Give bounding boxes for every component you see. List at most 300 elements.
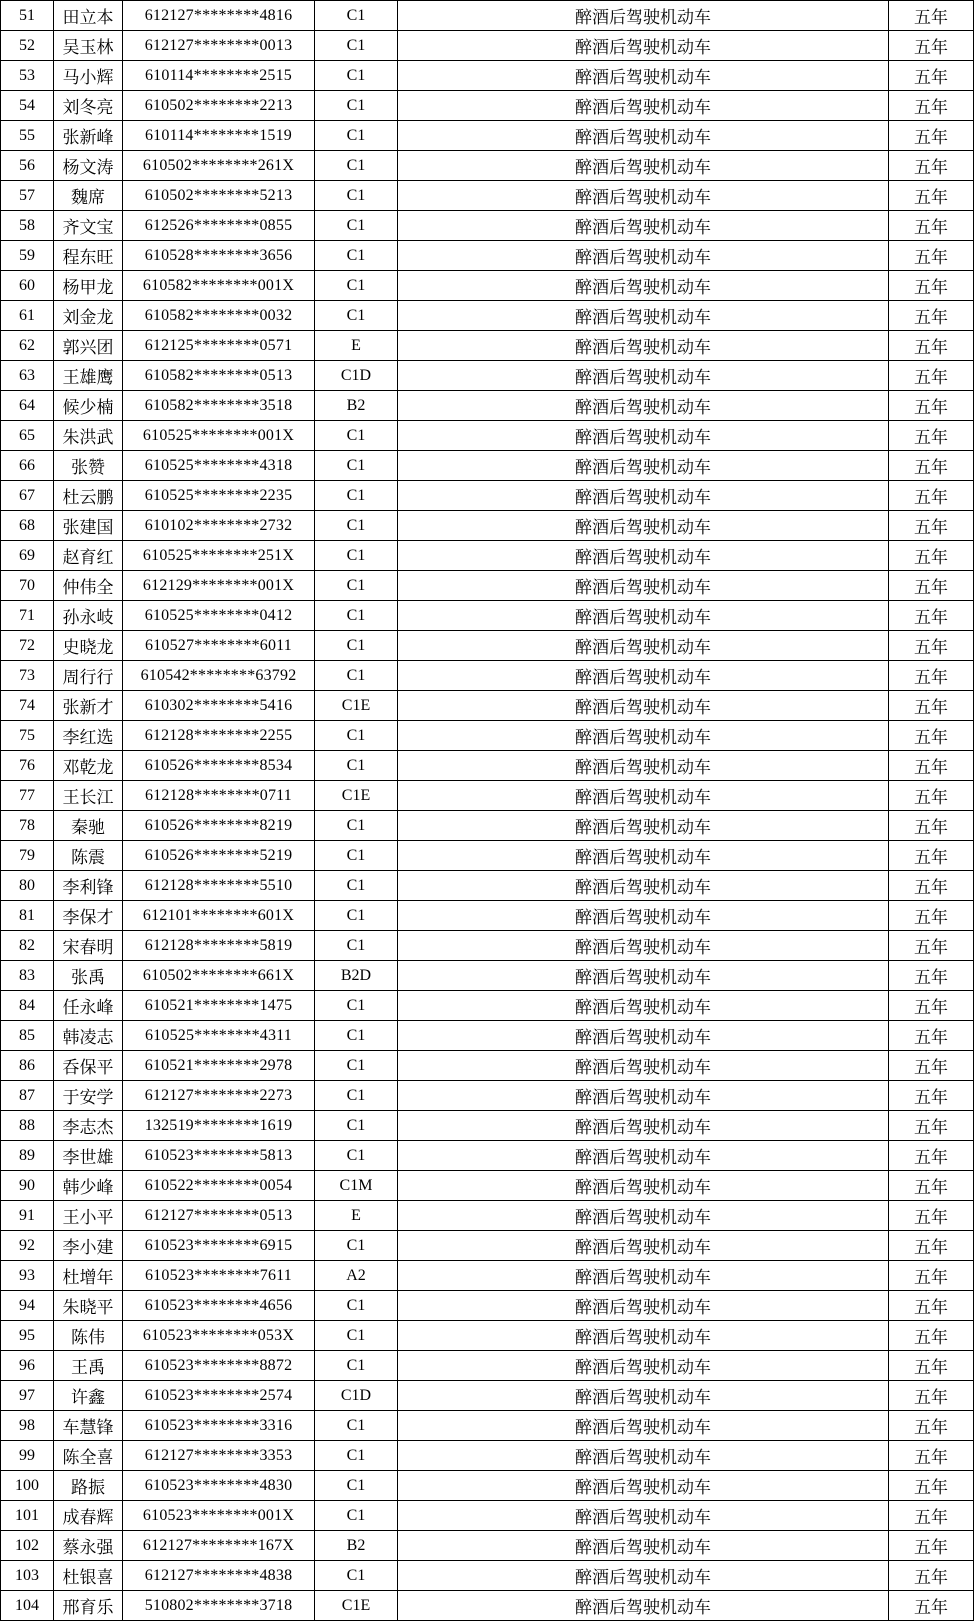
row-number-cell: 61 (1, 301, 54, 331)
person-name-cell: 朱洪武 (54, 421, 123, 451)
row-number-cell: 78 (1, 811, 54, 841)
license-class-cell: C1 (315, 1, 398, 31)
violation-reason-cell: 醉酒后驾驶机动车 (398, 1231, 889, 1261)
id-number-cell: 610526********8219 (123, 811, 315, 841)
license-class-cell: C1 (315, 1561, 398, 1591)
ban-term-cell: 五年 (889, 751, 974, 781)
table-row (1, 1201, 974, 1231)
table-row (1, 421, 974, 451)
license-class-cell: C1 (315, 481, 398, 511)
person-name-cell: 杨文涛 (54, 151, 123, 181)
table-row (1, 151, 974, 181)
person-name-cell: 田立本 (54, 1, 123, 31)
row-number-cell: 102 (1, 1531, 54, 1561)
row-number-cell: 66 (1, 451, 54, 481)
violation-reason-cell: 醉酒后驾驶机动车 (398, 1471, 889, 1501)
violation-reason-cell: 醉酒后驾驶机动车 (398, 1261, 889, 1291)
id-number-cell: 610542********63792 (123, 661, 315, 691)
row-number-cell: 80 (1, 871, 54, 901)
id-number-cell: 612127********4816 (123, 1, 315, 31)
id-number-cell: 610525********4311 (123, 1021, 315, 1051)
table-row (1, 361, 974, 391)
license-class-cell: C1 (315, 1291, 398, 1321)
table-row (1, 1081, 974, 1111)
violation-reason-cell: 醉酒后驾驶机动车 (398, 91, 889, 121)
row-number-cell: 84 (1, 991, 54, 1021)
violation-reason-cell: 醉酒后驾驶机动车 (398, 241, 889, 271)
person-name-cell: 齐文宝 (54, 211, 123, 241)
id-number-cell: 610521********2978 (123, 1051, 315, 1081)
ban-term-cell: 五年 (889, 511, 974, 541)
ban-term-cell: 五年 (889, 361, 974, 391)
violation-reason-cell: 醉酒后驾驶机动车 (398, 1171, 889, 1201)
violation-reason-cell: 醉酒后驾驶机动车 (398, 571, 889, 601)
violation-reason-cell: 醉酒后驾驶机动车 (398, 301, 889, 331)
row-number-cell: 77 (1, 781, 54, 811)
table-row (1, 61, 974, 91)
violation-reason-cell: 醉酒后驾驶机动车 (398, 1, 889, 31)
license-class-cell: C1 (315, 721, 398, 751)
ban-term-cell: 五年 (889, 1141, 974, 1171)
license-class-cell: E (315, 331, 398, 361)
person-name-cell: 魏席 (54, 181, 123, 211)
license-class-cell: E (315, 1201, 398, 1231)
license-class-cell: C1 (315, 1351, 398, 1381)
person-name-cell: 张新峰 (54, 121, 123, 151)
license-class-cell: C1 (315, 121, 398, 151)
violation-reason-cell: 醉酒后驾驶机动车 (398, 541, 889, 571)
ban-term-cell: 五年 (889, 391, 974, 421)
id-number-cell: 610525********4318 (123, 451, 315, 481)
id-number-cell: 612128********0711 (123, 781, 315, 811)
row-number-cell: 65 (1, 421, 54, 451)
ban-term-cell: 五年 (889, 691, 974, 721)
row-number-cell: 53 (1, 61, 54, 91)
table-row (1, 1021, 974, 1051)
id-number-cell: 610525********0412 (123, 601, 315, 631)
ban-term-cell: 五年 (889, 1291, 974, 1321)
ban-term-cell: 五年 (889, 1, 974, 31)
row-number-cell: 69 (1, 541, 54, 571)
id-number-cell: 610502********261X (123, 151, 315, 181)
row-number-cell: 89 (1, 1141, 54, 1171)
id-number-cell: 610525********001X (123, 421, 315, 451)
row-number-cell: 59 (1, 241, 54, 271)
id-number-cell: 610521********1475 (123, 991, 315, 1021)
violation-reason-cell: 醉酒后驾驶机动车 (398, 991, 889, 1021)
license-class-cell: C1E (315, 781, 398, 811)
ban-term-cell: 五年 (889, 991, 974, 1021)
license-class-cell: C1 (315, 1021, 398, 1051)
row-number-cell: 62 (1, 331, 54, 361)
table-row (1, 1441, 974, 1471)
row-number-cell: 96 (1, 1351, 54, 1381)
ban-term-cell: 五年 (889, 901, 974, 931)
table-row (1, 811, 974, 841)
ban-term-cell: 五年 (889, 1051, 974, 1081)
ban-term-cell: 五年 (889, 781, 974, 811)
license-class-cell: C1 (315, 211, 398, 241)
violation-reason-cell: 醉酒后驾驶机动车 (398, 631, 889, 661)
person-name-cell: 程东旺 (54, 241, 123, 271)
row-number-cell: 101 (1, 1501, 54, 1531)
row-number-cell: 58 (1, 211, 54, 241)
person-name-cell: 杜银喜 (54, 1561, 123, 1591)
id-number-cell: 612127********4838 (123, 1561, 315, 1591)
row-number-cell: 83 (1, 961, 54, 991)
id-number-cell: 612526********0855 (123, 211, 315, 241)
row-number-cell: 87 (1, 1081, 54, 1111)
row-number-cell: 73 (1, 661, 54, 691)
license-class-cell: C1 (315, 421, 398, 451)
violation-reason-cell: 醉酒后驾驶机动车 (398, 481, 889, 511)
license-class-cell: C1 (315, 1111, 398, 1141)
row-number-cell: 82 (1, 931, 54, 961)
row-number-cell: 63 (1, 361, 54, 391)
person-name-cell: 邓乾龙 (54, 751, 123, 781)
table-row (1, 571, 974, 601)
license-class-cell: C1 (315, 241, 398, 271)
violation-reason-cell: 醉酒后驾驶机动车 (398, 661, 889, 691)
person-name-cell: 陈伟 (54, 1321, 123, 1351)
id-number-cell: 610523********3316 (123, 1411, 315, 1441)
table-row (1, 481, 974, 511)
table-row (1, 781, 974, 811)
violation-reason-cell: 醉酒后驾驶机动车 (398, 1291, 889, 1321)
person-name-cell: 任永峰 (54, 991, 123, 1021)
id-number-cell: 610582********0513 (123, 361, 315, 391)
row-number-cell: 99 (1, 1441, 54, 1471)
row-number-cell: 57 (1, 181, 54, 211)
table-row (1, 1261, 974, 1291)
id-number-cell: 610582********001X (123, 271, 315, 301)
ban-term-cell: 五年 (889, 301, 974, 331)
row-number-cell: 79 (1, 841, 54, 871)
table-row (1, 1381, 974, 1411)
violation-reason-cell: 醉酒后驾驶机动车 (398, 1141, 889, 1171)
id-number-cell: 610528********3656 (123, 241, 315, 271)
id-number-cell: 610523********4656 (123, 1291, 315, 1321)
person-name-cell: 刘金龙 (54, 301, 123, 331)
license-class-cell: C1 (315, 1141, 398, 1171)
row-number-cell: 54 (1, 91, 54, 121)
table-row (1, 1351, 974, 1381)
violation-reason-cell: 醉酒后驾驶机动车 (398, 1381, 889, 1411)
table-row (1, 91, 974, 121)
violation-reason-cell: 醉酒后驾驶机动车 (398, 31, 889, 61)
violation-reason-cell: 醉酒后驾驶机动车 (398, 1081, 889, 1111)
license-class-cell: C1 (315, 571, 398, 601)
license-class-cell: C1 (315, 601, 398, 631)
row-number-cell: 72 (1, 631, 54, 661)
person-name-cell: 韩凌志 (54, 1021, 123, 1051)
license-class-cell: C1 (315, 1051, 398, 1081)
ban-term-cell: 五年 (889, 1231, 974, 1261)
row-number-cell: 92 (1, 1231, 54, 1261)
ban-term-cell: 五年 (889, 1321, 974, 1351)
id-number-cell: 612127********167X (123, 1531, 315, 1561)
table-row (1, 721, 974, 751)
table-row (1, 541, 974, 571)
ban-term-cell: 五年 (889, 91, 974, 121)
ban-term-cell: 五年 (889, 541, 974, 571)
ban-term-cell: 五年 (889, 481, 974, 511)
ban-term-cell: 五年 (889, 1381, 974, 1411)
ban-term-cell: 五年 (889, 661, 974, 691)
row-number-cell: 81 (1, 901, 54, 931)
violation-reason-cell: 醉酒后驾驶机动车 (398, 1021, 889, 1051)
ban-term-cell: 五年 (889, 1441, 974, 1471)
ban-term-cell: 五年 (889, 1111, 974, 1141)
row-number-cell: 93 (1, 1261, 54, 1291)
row-number-cell: 56 (1, 151, 54, 181)
person-name-cell: 杜增年 (54, 1261, 123, 1291)
ban-term-cell: 五年 (889, 451, 974, 481)
row-number-cell: 91 (1, 1201, 54, 1231)
violation-reason-cell: 醉酒后驾驶机动车 (398, 1201, 889, 1231)
table-row (1, 961, 974, 991)
id-number-cell: 610523********8872 (123, 1351, 315, 1381)
record-table-body (1, 1, 974, 1621)
table-row (1, 1411, 974, 1441)
ban-term-cell: 五年 (889, 571, 974, 601)
person-name-cell: 张禹 (54, 961, 123, 991)
id-number-cell: 610523********2574 (123, 1381, 315, 1411)
row-number-cell: 74 (1, 691, 54, 721)
id-number-cell: 612127********0513 (123, 1201, 315, 1231)
ban-term-cell: 五年 (889, 181, 974, 211)
table-row (1, 1171, 974, 1201)
ban-term-cell: 五年 (889, 1201, 974, 1231)
license-class-cell: C1 (315, 661, 398, 691)
id-number-cell: 610582********3518 (123, 391, 315, 421)
table-row (1, 931, 974, 961)
person-name-cell: 邢育乐 (54, 1591, 123, 1621)
violation-reason-cell: 醉酒后驾驶机动车 (398, 331, 889, 361)
id-number-cell: 610526********8534 (123, 751, 315, 781)
table-row (1, 1141, 974, 1171)
violation-reason-cell: 醉酒后驾驶机动车 (398, 961, 889, 991)
person-name-cell: 朱晓平 (54, 1291, 123, 1321)
id-number-cell: 612127********2273 (123, 1081, 315, 1111)
license-class-cell: C1 (315, 61, 398, 91)
ban-term-cell: 五年 (889, 1081, 974, 1111)
id-number-cell: 610102********2732 (123, 511, 315, 541)
id-number-cell: 610526********5219 (123, 841, 315, 871)
table-row (1, 871, 974, 901)
ban-term-cell: 五年 (889, 31, 974, 61)
license-class-cell: C1 (315, 631, 398, 661)
id-number-cell: 610523********5813 (123, 1141, 315, 1171)
license-class-cell: C1 (315, 901, 398, 931)
ban-term-cell: 五年 (889, 331, 974, 361)
person-name-cell: 杜云鹏 (54, 481, 123, 511)
ban-term-cell: 五年 (889, 1021, 974, 1051)
id-number-cell: 610302********5416 (123, 691, 315, 721)
person-name-cell: 呑保平 (54, 1051, 123, 1081)
license-class-cell: C1 (315, 1501, 398, 1531)
row-number-cell: 95 (1, 1321, 54, 1351)
table-row (1, 241, 974, 271)
violation-reason-cell: 醉酒后驾驶机动车 (398, 61, 889, 91)
license-class-cell: C1 (315, 151, 398, 181)
person-name-cell: 于安学 (54, 1081, 123, 1111)
violation-reason-cell: 醉酒后驾驶机动车 (398, 1531, 889, 1561)
id-number-cell: 612128********5819 (123, 931, 315, 961)
id-number-cell: 610527********6011 (123, 631, 315, 661)
row-number-cell: 52 (1, 31, 54, 61)
violation-reason-cell: 醉酒后驾驶机动车 (398, 1441, 889, 1471)
person-name-cell: 宋春明 (54, 931, 123, 961)
person-name-cell: 张赞 (54, 451, 123, 481)
ban-term-cell: 五年 (889, 241, 974, 271)
license-class-cell: C1 (315, 1321, 398, 1351)
license-class-cell: C1D (315, 361, 398, 391)
person-name-cell: 陈震 (54, 841, 123, 871)
ban-term-cell: 五年 (889, 1351, 974, 1381)
license-class-cell: C1D (315, 1381, 398, 1411)
table-row (1, 1531, 974, 1561)
violation-reason-cell: 醉酒后驾驶机动车 (398, 601, 889, 631)
person-name-cell: 郭兴团 (54, 331, 123, 361)
id-number-cell: 612127********3353 (123, 1441, 315, 1471)
row-number-cell: 55 (1, 121, 54, 151)
person-name-cell: 陈全喜 (54, 1441, 123, 1471)
ban-term-cell: 五年 (889, 61, 974, 91)
violation-reason-cell: 醉酒后驾驶机动车 (398, 1051, 889, 1081)
license-class-cell: C1 (315, 811, 398, 841)
id-number-cell: 610522********0054 (123, 1171, 315, 1201)
violation-reason-cell: 醉酒后驾驶机动车 (398, 151, 889, 181)
license-class-cell: B2 (315, 1531, 398, 1561)
id-number-cell: 610523********4830 (123, 1471, 315, 1501)
violation-reason-cell: 醉酒后驾驶机动车 (398, 421, 889, 451)
table-row (1, 1561, 974, 1591)
row-number-cell: 75 (1, 721, 54, 751)
id-number-cell: 610114********2515 (123, 61, 315, 91)
ban-term-cell: 五年 (889, 601, 974, 631)
id-number-cell: 612101********601X (123, 901, 315, 931)
ban-term-cell: 五年 (889, 961, 974, 991)
table-row (1, 901, 974, 931)
person-name-cell: 车慧锋 (54, 1411, 123, 1441)
violation-reason-cell: 醉酒后驾驶机动车 (398, 1111, 889, 1141)
violation-reason-cell: 醉酒后驾驶机动车 (398, 181, 889, 211)
violation-reason-cell: 醉酒后驾驶机动车 (398, 691, 889, 721)
violation-reason-cell: 醉酒后驾驶机动车 (398, 751, 889, 781)
table-row (1, 1051, 974, 1081)
table-row (1, 661, 974, 691)
ban-term-cell: 五年 (889, 871, 974, 901)
table-row (1, 331, 974, 361)
table-row (1, 1111, 974, 1141)
row-number-cell: 85 (1, 1021, 54, 1051)
ban-term-cell: 五年 (889, 121, 974, 151)
row-number-cell: 64 (1, 391, 54, 421)
violation-reason-cell: 醉酒后驾驶机动车 (398, 841, 889, 871)
person-name-cell: 史晓龙 (54, 631, 123, 661)
row-number-cell: 71 (1, 601, 54, 631)
violation-reason-cell: 醉酒后驾驶机动车 (398, 811, 889, 841)
ban-term-cell: 五年 (889, 1411, 974, 1441)
ban-term-cell: 五年 (889, 841, 974, 871)
row-number-cell: 67 (1, 481, 54, 511)
row-number-cell: 76 (1, 751, 54, 781)
table-row (1, 631, 974, 661)
violation-reason-cell: 醉酒后驾驶机动车 (398, 1561, 889, 1591)
table-row (1, 1231, 974, 1261)
person-name-cell: 李利锋 (54, 871, 123, 901)
row-number-cell: 70 (1, 571, 54, 601)
license-class-cell: C1 (315, 451, 398, 481)
person-name-cell: 杨甲龙 (54, 271, 123, 301)
ban-term-cell: 五年 (889, 931, 974, 961)
license-class-cell: C1 (315, 1081, 398, 1111)
violation-reason-cell: 醉酒后驾驶机动车 (398, 931, 889, 961)
person-name-cell: 李保才 (54, 901, 123, 931)
person-name-cell: 秦驰 (54, 811, 123, 841)
license-class-cell: C1 (315, 91, 398, 121)
violation-reason-cell: 醉酒后驾驶机动车 (398, 211, 889, 241)
id-number-cell: 612128********5510 (123, 871, 315, 901)
ban-term-cell: 五年 (889, 1171, 974, 1201)
person-name-cell: 蔡永强 (54, 1531, 123, 1561)
table-row (1, 121, 974, 151)
person-name-cell: 王禹 (54, 1351, 123, 1381)
license-class-cell: C1E (315, 1591, 398, 1621)
license-class-cell: C1 (315, 751, 398, 781)
violation-reason-cell: 醉酒后驾驶机动车 (398, 901, 889, 931)
license-class-cell: C1M (315, 1171, 398, 1201)
id-number-cell: 610523********7611 (123, 1261, 315, 1291)
id-number-cell: 510802********3718 (123, 1591, 315, 1621)
table-row (1, 511, 974, 541)
license-class-cell: C1 (315, 1411, 398, 1441)
violation-reason-cell: 醉酒后驾驶机动车 (398, 1501, 889, 1531)
id-number-cell: 610525********2235 (123, 481, 315, 511)
id-number-cell: 610525********251X (123, 541, 315, 571)
row-number-cell: 68 (1, 511, 54, 541)
table-row (1, 1321, 974, 1351)
person-name-cell: 许鑫 (54, 1381, 123, 1411)
license-class-cell: A2 (315, 1261, 398, 1291)
table-row (1, 691, 974, 721)
violation-reason-cell: 醉酒后驾驶机动车 (398, 1411, 889, 1441)
person-name-cell: 赵育红 (54, 541, 123, 571)
ban-term-cell: 五年 (889, 151, 974, 181)
row-number-cell: 100 (1, 1471, 54, 1501)
ban-term-cell: 五年 (889, 271, 974, 301)
id-number-cell: 610502********661X (123, 961, 315, 991)
violation-reason-cell: 醉酒后驾驶机动车 (398, 271, 889, 301)
person-name-cell: 王长江 (54, 781, 123, 811)
table-row (1, 31, 974, 61)
person-name-cell: 王小平 (54, 1201, 123, 1231)
id-number-cell: 610502********2213 (123, 91, 315, 121)
person-name-cell: 韩少峰 (54, 1171, 123, 1201)
table-row (1, 601, 974, 631)
table-row (1, 1591, 974, 1621)
row-number-cell: 86 (1, 1051, 54, 1081)
id-number-cell: 610523********053X (123, 1321, 315, 1351)
table-row (1, 841, 974, 871)
violation-reason-cell: 醉酒后驾驶机动车 (398, 781, 889, 811)
table-row (1, 271, 974, 301)
table-row (1, 1, 974, 31)
person-name-cell: 成春辉 (54, 1501, 123, 1531)
ban-term-cell: 五年 (889, 421, 974, 451)
ban-term-cell: 五年 (889, 1591, 974, 1621)
